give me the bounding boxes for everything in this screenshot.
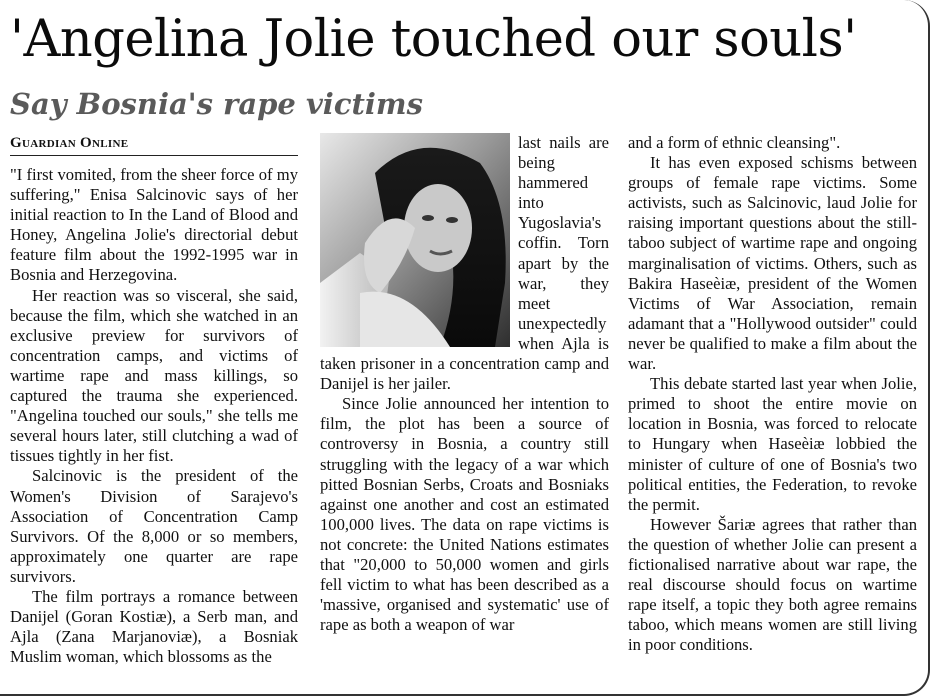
paragraph-3: Salcinovic is the president of the Women's Division of Sarajevo's Association of Concentration Camp Survivors. Of the 8,000 or so members, approximately one quarter are rape survivors. — [10, 466, 298, 586]
paragraph-4-continued: last nails are being hammered into Yugoslavia's coffin. Torn apart by the war, they meet unexpectedly when Ajla is taken prisoner in a concentration camp and Danijel is her jailer. — [320, 133, 609, 394]
photo-woman-headscarf-icon — [320, 133, 510, 347]
column-3 — [628, 133, 917, 655]
column-2 — [320, 133, 609, 635]
paragraph-5-start: Since Jolie announced her intention to film, the plot has been a source of controversy in Bosnia, a country still struggling with the legacy of a war which pitted Bosnian Serbs, Croats and Bosniaks against one another and cost an estimated 100,000 lives. The data on rape victims is not concrete: the United Nations estimates that "20,000 to 50,000 women and girls fell victim to what has been described as a 'massive, organised and systematic' use of rape as both a weapon of war — [320, 394, 609, 635]
paragraph-6: It has even exposed schisms between groups of female rape victims. Some activists, such as Salcinovic, laud Jolie for raising important questions about the still-taboo subject of wartime rape and ongoing marginalisation of victims. Others, such as Bakira Haseèiæ, president of the Women Victims of War Association, remain adamant that a "Hollywood outsider" could never be qualified to make a film about the war. — [628, 153, 917, 374]
paragraph-1: "I first vomited, from the sheer force of my suffering," Enisa Salcinovic says of her initial reaction to In the Land of Blood and Honey, Angelina Jolie's directorial debut feature film about the 1992-1995 war in Bosnia and Herzegovina. — [10, 165, 298, 285]
paragraph-5-continued: and a form of ethnic cleansing". — [628, 133, 841, 152]
paragraph-4-start: The film portrays a romance between Danijel (Goran Kostiæ), a Serb man, and Ajla (Zana Marjanoviæ), a Bosniak Muslim woman, which blossoms as the — [10, 586, 298, 667]
column-1 — [10, 165, 298, 667]
paragraph-7: This debate started last year when Jolie, primed to shoot the entire movie on location in Bosnia, was forced to relocate to Hungary when Haseèiæ lobbied the minister of culture of one of Bosnia's two political entities, the Federation, to revoke the permit. — [628, 374, 917, 514]
subheadline: Say Bosnia's rape victims — [10, 87, 423, 121]
byline: Guardian Online — [10, 133, 298, 156]
paragraph-8: However Šariæ agrees that rather than the question of whether Jolie can present a fictionalised narrative about war rape, the real discourse should focus on wartime rape itself, a topic they both agree remains taboo, which means women are still living in poor conditions. — [628, 514, 917, 655]
paragraph-2: Her reaction was so visceral, she said, because the film, which she watched in an exclusive preview for survivors of concentration camps, and victims of wartime rape and mass killings, so captured the trauma she experienced. "Angelina touched our souls," she tells me several hours later, still clutching a wad of tissues tightly in her fist. — [10, 285, 298, 466]
headline: 'Angelina Jolie touched our souls' — [10, 10, 857, 69]
